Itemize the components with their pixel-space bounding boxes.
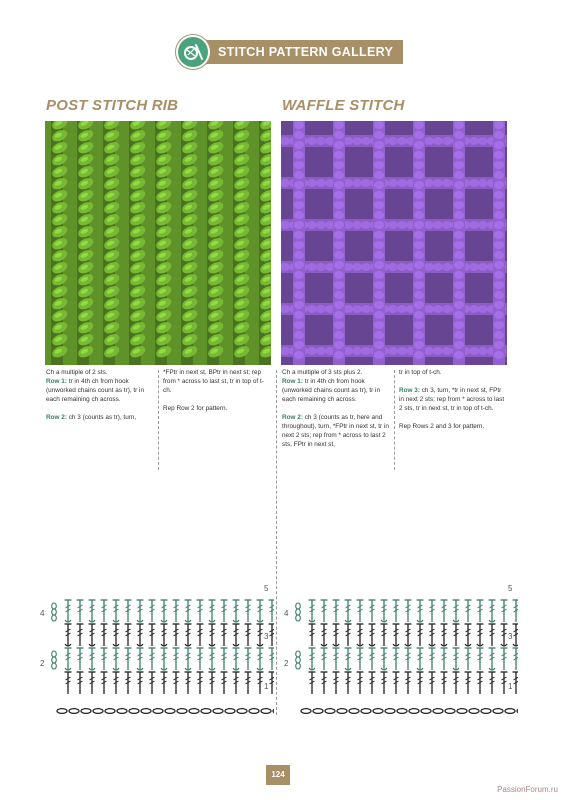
instruction-text: Rep Rows 2 and 3 for pattern. [399,423,485,430]
instruction-paragraph [46,368,154,377]
waffle-stitch-chart [282,583,518,723]
center-divider [276,370,277,715]
post-stitch-rib-swatch [45,121,271,365]
waffle-stitch-instructions-2 [399,368,507,431]
row-number: 1 [264,682,269,691]
post-stitch-rib-instructions-1 [46,368,154,422]
row-label: Row 2: [282,414,303,421]
post-stitch-rib-chart [38,583,274,723]
row-label: Row 2: [46,414,67,421]
instruction-text: Rep Row 2 for pattern. [163,405,228,412]
header-title: STITCH PATTERN GALLERY [200,40,403,64]
instruction-text: tr in top of t-ch. [399,369,442,376]
row-number: 4 [40,609,45,618]
instruction-text: tr in 4th ch from hook (unworked chains count as tr), tr in each remaining ch across. [282,378,381,403]
watermark: PassionForum.ru [497,785,558,794]
instruction-text: *FPtr in next st, BPtr in next st; rep from * across to last st, tr in top of t-ch. [163,369,264,394]
instruction-text: Ch a multiple of 2 sts. [46,369,108,376]
instruction-paragraph [399,386,507,413]
instruction-text: Ch a multiple of 3 sts plus 2. [282,369,363,376]
row-number: 3 [508,632,513,641]
row-label: Row 1: [46,378,67,385]
post-stitch-rib-instructions-2 [163,368,271,413]
row-number: 5 [508,584,513,593]
column-divider [394,370,395,470]
instruction-paragraph [282,413,390,449]
instruction-text: ch 3 (counts as tr, here and throughout), turn, *FPtr in next st, tr in next 2 sts; rep from * across to last 2 sts, FPtr in next st, [282,414,389,448]
row-label: Row 3: [399,387,420,394]
row-number: 5 [264,584,269,593]
instruction-paragraph [399,368,507,377]
row-number: 2 [40,659,45,668]
waffle-stitch-instructions-1 [282,368,390,449]
row-label: Row 1: [282,378,303,385]
column-divider [158,370,159,470]
instruction-text: tr in 4th ch from hook (unworked chains count as tr), tr in each remaining ch across. [46,378,145,403]
instruction-paragraph [282,377,390,404]
section-header [176,38,403,66]
instruction-paragraph [163,404,271,413]
instruction-paragraph [399,422,507,431]
waffle-stitch-swatch [281,121,507,365]
row-number: 3 [264,632,269,641]
instruction-paragraph [46,377,154,404]
instruction-paragraph [163,368,271,395]
row-number: 1 [508,682,513,691]
instruction-paragraph [46,413,154,422]
row-number: 4 [284,609,289,618]
page-number: 124 [266,765,290,785]
instruction-paragraph [282,368,390,377]
instruction-text: ch 3, turn, *tr in next st, FPtr in next 2 sts; rep from * across to last 2 sts, tr in next st, tr in top of t-ch. [399,387,505,412]
waffle-stitch-title: WAFFLE STITCH [282,97,405,114]
instruction-text: ch 3 (counts as tr), turn, [66,414,137,421]
row-number: 2 [284,659,289,668]
post-stitch-rib-title: POST STITCH RIB [46,97,179,114]
hook-and-yarn-icon [176,35,210,69]
